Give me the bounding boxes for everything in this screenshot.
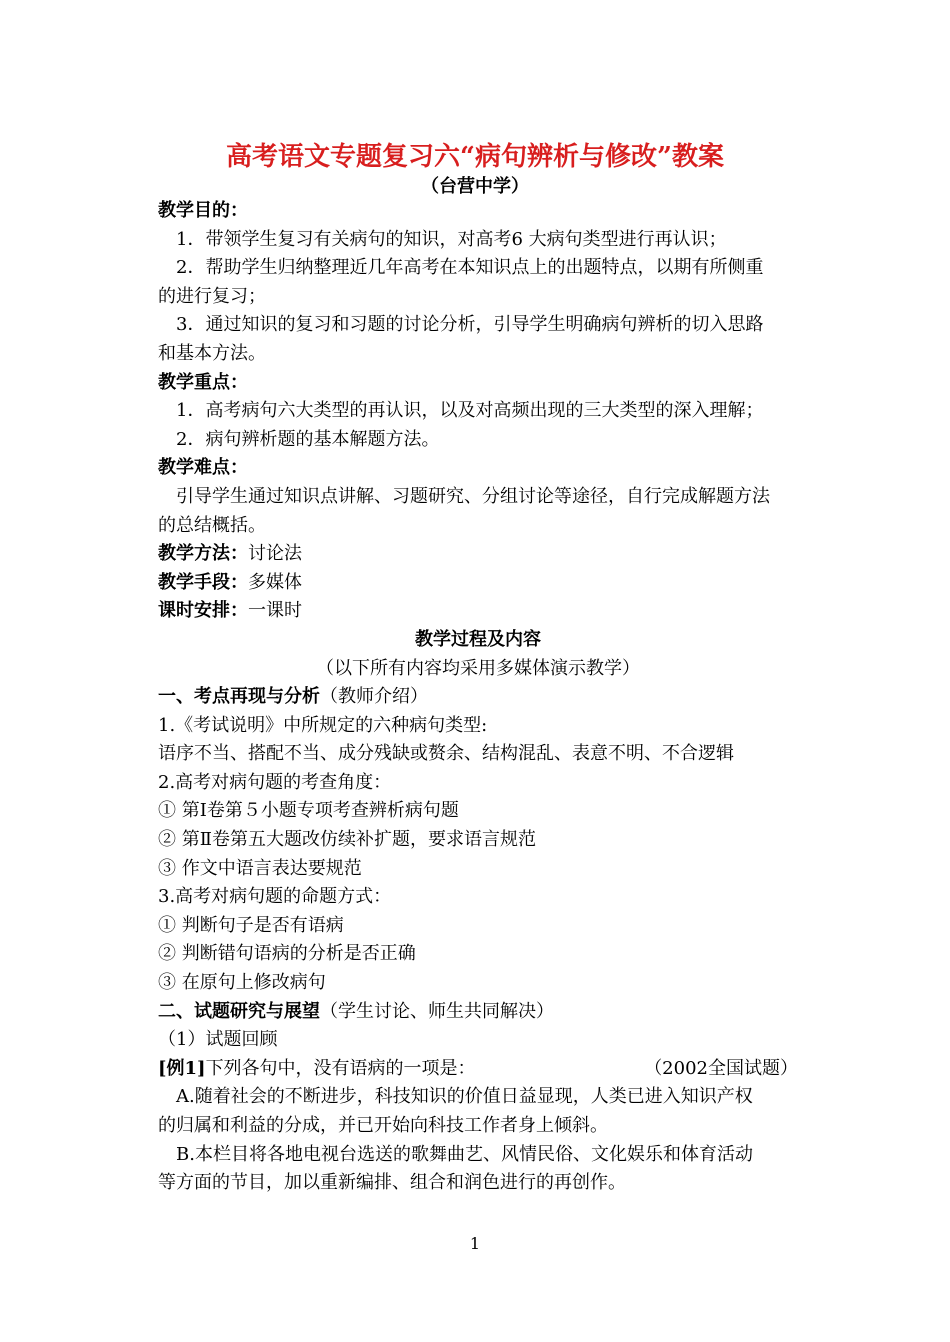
objective-item-continued: 和基本方法。 <box>158 342 266 364</box>
key-point-item: 1．高考病句六大类型的再认识，以及对高频出现的三大类型的深入理解； <box>176 400 764 422</box>
section2-heading-note: （学生讨论、师生共同解决） <box>320 1000 554 1022</box>
section1-heading-note: （教师介绍） <box>320 686 428 708</box>
difficulty-item-continued: 的总结概括。 <box>158 514 266 536</box>
example-row <box>158 1055 798 1084</box>
section2-heading: 二、试题研究与展望 <box>158 1000 320 1022</box>
objective-item: 2．帮助学生归纳整理近几年高考在本知识点上的出题特点，以期有所侧重 <box>176 257 764 279</box>
objective-item-continued: 的进行复习； <box>158 285 266 307</box>
section2-subheading: （1）试题回顾 <box>158 1029 278 1051</box>
objective-item: 1．带领学生复习有关病句的知识，对高考6 大病句类型进行再认识； <box>176 228 727 250</box>
section2-heading-row <box>158 998 798 1027</box>
schedule-label: 课时安排： <box>158 600 248 622</box>
key-points-heading: 教学重点： <box>158 371 248 393</box>
example-text: 下列各句中，没有语病的一项是： <box>205 1057 476 1079</box>
page-number: 1 <box>469 1234 481 1253</box>
example-label: [例1] <box>158 1057 206 1079</box>
schedule-row <box>158 597 798 626</box>
process-heading: 教学过程及内容 <box>415 628 541 650</box>
section1-line: 1.《考试说明》中所规定的六种病句类型: <box>158 714 488 736</box>
option-line-continued: 等方面的节目，加以重新编排、组合和润色进行的再创作。 <box>158 1172 626 1194</box>
example-source: （2002全国试题） <box>644 1057 798 1079</box>
option-line: A.随着社会的不断进步，科技知识的价值日益显现，人类已进入知识产权 <box>176 1086 753 1108</box>
section1-line: ① 判断句子是否有语病 <box>158 914 344 936</box>
method-value: 讨论法 <box>248 543 302 565</box>
section1-line: ② 第Ⅱ卷第五大题改仿续补扩题，要求语言规范 <box>158 829 536 851</box>
document-title: 高考语文专题复习六“病句辨析与修改”教案 <box>226 142 724 172</box>
document-subtitle: （台营中学） <box>421 176 529 197</box>
section1-line: ① 第Ⅰ卷第５小题专项考查辨析病句题 <box>158 800 459 822</box>
method-row <box>158 540 798 569</box>
section1-heading-row <box>158 683 798 712</box>
difficulties-heading: 教学难点： <box>158 457 248 479</box>
section1-line: 2.高考对病句题的考查角度： <box>158 771 392 793</box>
means-label: 教学手段： <box>158 571 248 593</box>
section1-heading: 一、考点再现与分析 <box>158 686 320 708</box>
means-row <box>158 569 798 598</box>
objective-item: 3．通过知识的复习和习题的讨论分析，引导学生明确病句辨析的切入思路 <box>176 314 764 336</box>
means-value: 多媒体 <box>248 571 302 593</box>
process-note: （以下所有内容均采用多媒体演示教学） <box>316 657 640 679</box>
option-line: B.本栏目将各地电视台选送的歌舞曲艺、风情民俗、文化娱乐和体育活动 <box>176 1143 753 1165</box>
option-line-continued: 的归属和利益的分成，并已开始向科技工作者身上倾斜。 <box>158 1115 608 1136</box>
key-point-item: 2．病句辨析题的基本解题方法。 <box>176 428 440 450</box>
section1-line: ② 判断错句语病的分析是否正确 <box>158 943 416 965</box>
objectives-heading: 教学目的： <box>158 200 248 221</box>
section1-line: 3.高考对病句题的命题方式： <box>158 886 392 908</box>
document-body <box>158 197 798 1198</box>
section1-line: ③ 在原句上修改病句 <box>158 972 326 994</box>
section1-line: ③ 作文中语言表达要规范 <box>158 857 362 879</box>
method-label: 教学方法： <box>158 543 248 565</box>
section1-line: 语序不当、搭配不当、成分残缺或赘余、结构混乱、表意不明、不合逻辑 <box>158 743 734 765</box>
schedule-value: 一课时 <box>248 600 302 622</box>
difficulty-item: 引导学生通过知识点讲解、习题研究、分组讨论等途径，自行完成解题方法 <box>176 485 770 507</box>
